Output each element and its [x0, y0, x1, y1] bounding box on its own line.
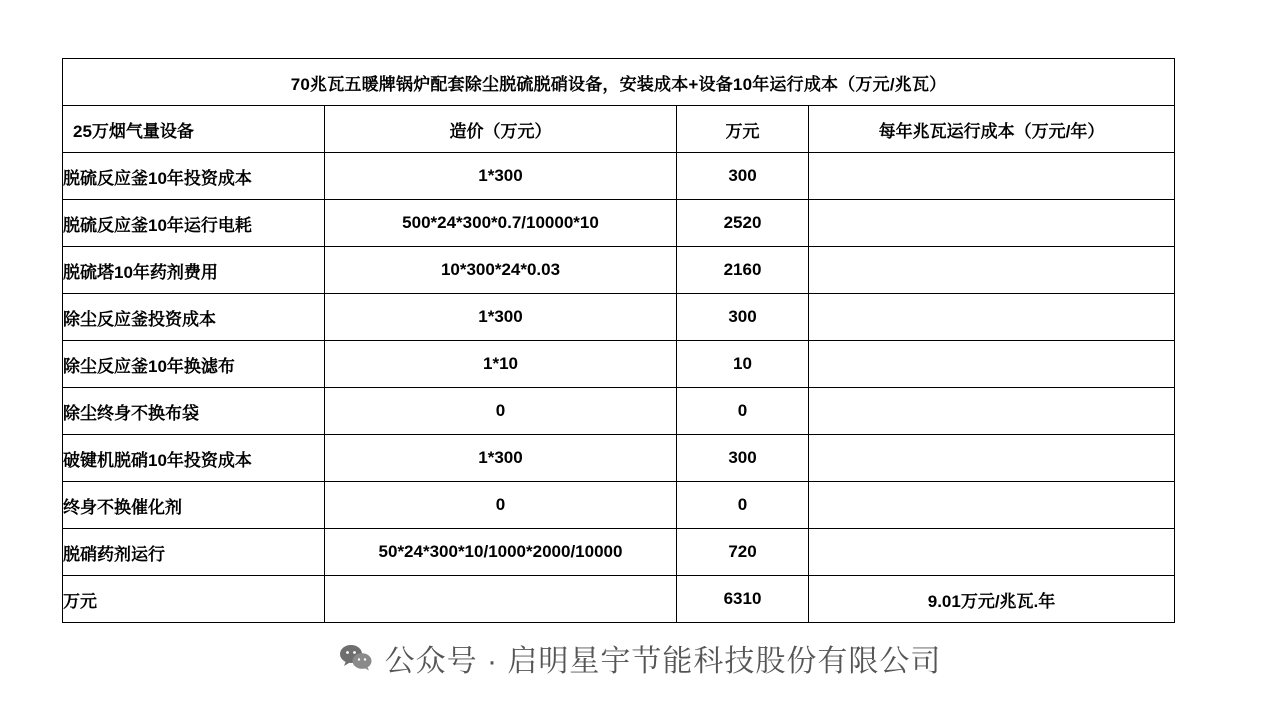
wechat-icon — [339, 643, 373, 673]
total-note: 9.01万元/兆瓦.年 — [809, 576, 1175, 623]
table-header-row — [63, 106, 1175, 153]
row-amount: 0 — [677, 482, 809, 529]
total-item: 万元 — [63, 576, 325, 623]
row-note — [809, 200, 1175, 247]
cost-table — [62, 58, 1175, 623]
row-amount: 720 — [677, 529, 809, 576]
table-row — [63, 153, 1175, 200]
total-amount: 6310 — [677, 576, 809, 623]
table-title-row — [63, 59, 1175, 106]
total-formula — [325, 576, 677, 623]
row-item: 脱硫反应釜10年运行电耗 — [63, 200, 325, 247]
table-row — [63, 482, 1175, 529]
row-note — [809, 341, 1175, 388]
row-amount: 300 — [677, 435, 809, 482]
row-formula: 1*300 — [325, 294, 677, 341]
table-row — [63, 388, 1175, 435]
table-row — [63, 200, 1175, 247]
row-formula: 50*24*300*10/1000*2000/10000 — [325, 529, 677, 576]
row-note — [809, 294, 1175, 341]
column-header-amount: 万元 — [677, 106, 809, 153]
cost-table-container — [62, 58, 1174, 623]
row-note — [809, 388, 1175, 435]
row-note — [809, 247, 1175, 294]
row-amount: 2520 — [677, 200, 809, 247]
row-formula: 500*24*300*0.7/10000*10 — [325, 200, 677, 247]
row-formula: 10*300*24*0.03 — [325, 247, 677, 294]
footer-text: 公众号 · 启明星宇节能科技股份有限公司 — [384, 645, 942, 678]
row-formula: 0 — [325, 482, 677, 529]
row-item: 除尘反应釜10年换滤布 — [63, 341, 325, 388]
row-amount: 2160 — [677, 247, 809, 294]
table-row — [63, 341, 1175, 388]
row-formula: 0 — [325, 388, 677, 435]
footer-watermark — [0, 636, 1280, 680]
row-amount: 0 — [677, 388, 809, 435]
row-item: 脱硫反应釜10年投资成本 — [63, 153, 325, 200]
table-row — [63, 247, 1175, 294]
row-note — [809, 435, 1175, 482]
row-item: 除尘终身不换布袋 — [63, 388, 325, 435]
row-item: 破键机脱硝10年投资成本 — [63, 435, 325, 482]
column-header-item: 25万烟气量设备 — [63, 106, 325, 153]
row-item: 终身不换催化剂 — [63, 482, 325, 529]
row-item: 脱硝药剂运行 — [63, 529, 325, 576]
row-amount: 10 — [677, 341, 809, 388]
row-formula: 1*300 — [325, 153, 677, 200]
table-total-row — [63, 576, 1175, 623]
table-row — [63, 435, 1175, 482]
table-title: 70兆瓦五暖牌锅炉配套除尘脱硫脱硝设备，安装成本+设备10年运行成本（万元/兆瓦） — [63, 59, 1175, 106]
row-note — [809, 482, 1175, 529]
column-header-note: 每年兆瓦运行成本（万元/年） — [809, 106, 1175, 153]
row-item: 脱硫塔10年药剂费用 — [63, 247, 325, 294]
table-row — [63, 529, 1175, 576]
row-formula: 1*10 — [325, 341, 677, 388]
row-amount: 300 — [677, 294, 809, 341]
row-note — [809, 153, 1175, 200]
row-formula: 1*300 — [325, 435, 677, 482]
table-row — [63, 294, 1175, 341]
row-item: 除尘反应釜投资成本 — [63, 294, 325, 341]
row-note — [809, 529, 1175, 576]
row-amount: 300 — [677, 153, 809, 200]
column-header-formula: 造价（万元） — [325, 106, 677, 153]
